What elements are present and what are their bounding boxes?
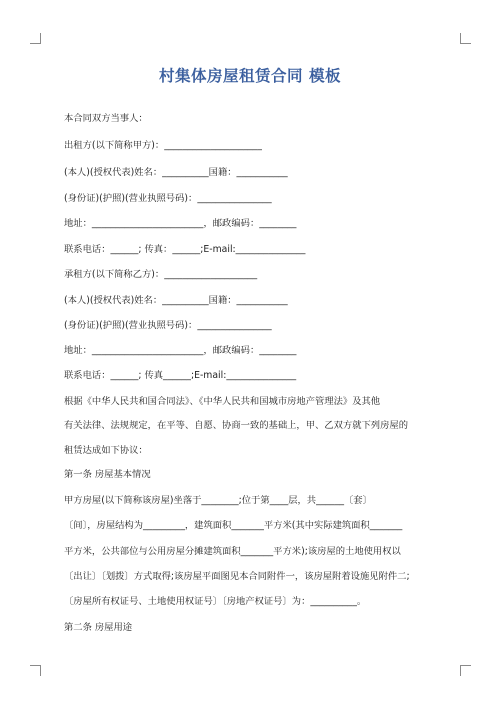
lessee-name-field: (本人)(授权代表)姓名：__________国籍：___________	[64, 295, 288, 306]
crop-mark-bottom-right	[460, 665, 471, 676]
article-2-heading: 第二条 房屋用途	[64, 622, 133, 633]
article-1-line-3: 平方米，公共部位与公用房屋分摊建筑面积_______平方米);该房屋的土地使用权以	[64, 546, 401, 557]
lessor-heading: 出租方(以下简称甲方)：_____________________	[64, 140, 262, 151]
basis-paragraph-line-1: 根据《中华人民共和国合同法》、《中华人民共和国城市房地产管理法》及其他	[64, 396, 381, 407]
lessor-contact-field: 联系电话：______; 传真：______;E-mail:_______________	[64, 244, 306, 255]
lessee-address-field: 地址：________________________，邮政编码：________	[64, 345, 297, 356]
article-1-line-5: 〔房屋所有权证号、土地使用权证号〕〔房地产权证号〕为：__________。	[64, 596, 367, 607]
article-1-line-2: 〔间〕，房屋结构为_________，建筑面积_______平方米(其中实际建筑面积_______	[64, 520, 403, 531]
document-title: 村集体房屋租赁合同 模板	[159, 67, 341, 85]
lessor-id-field: (身份证)(护照)(营业执照号码)：________________	[64, 193, 272, 204]
basis-paragraph-line-2: 有关法律、法规规定，在平等、自愿、协商一致的基础上，甲、乙双方就下列房屋的	[64, 420, 408, 431]
article-1-heading: 第一条 房屋基本情况	[64, 469, 151, 480]
lessee-contact-field: 联系电话：______; 传真______;E-mail:_______________	[64, 370, 297, 381]
lessee-heading: 承租方(以下简称乙方)：____________________	[64, 269, 258, 280]
lessor-address-field: 地址：________________________，邮政编码：________	[64, 218, 297, 229]
lessee-id-field: (身份证)(护照)(营业执照号码)：________________	[64, 320, 272, 331]
article-1-line-1: 甲方房屋(以下简称该房屋)坐落于________;位于第____层，共______〔套〕	[64, 495, 372, 506]
basis-paragraph-line-3: 租赁达成如下协议：	[64, 445, 148, 456]
intro-line: 本合同双方当事人：	[64, 113, 148, 124]
crop-mark-top-left	[30, 33, 41, 44]
crop-mark-top-right	[460, 33, 471, 44]
lessor-name-field: (本人)(授权代表)姓名：__________国籍：___________	[64, 167, 288, 178]
crop-mark-bottom-left	[30, 665, 41, 676]
article-1-line-4: 〔出让〕〔划拨〕方式取得;该房屋平面图见本合同附件一，该房屋附着设施见附件二;	[64, 571, 410, 582]
